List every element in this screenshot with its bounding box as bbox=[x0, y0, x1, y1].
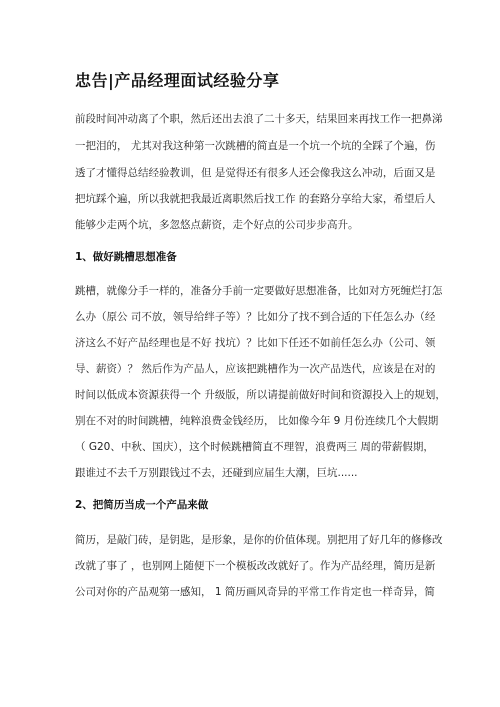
section1-line: 跟谁过不去千万别跟钱过不去，还碰到应届生大潮，巨坑...... bbox=[75, 467, 358, 479]
section1-line: （ G20、中秋、国庆），这个时候跳槽简直不理智，浪费两三 周的带薪假期， bbox=[75, 441, 434, 453]
section-heading-1: 1、做好跳槽思想准备 bbox=[75, 251, 177, 263]
section1-line: 济这么不好产品经理也是不好 找坑）？比如下任还不如前任怎么办（公司、领 bbox=[75, 337, 436, 349]
section2-line: 简历，是敲门砖，是钥匙，是形象，是你的价值体现。别把用了好几年的修修改 bbox=[75, 534, 443, 546]
section-heading-2: 2、把简历当成一个产品来做 bbox=[75, 499, 209, 511]
intro-line: 一把泪的， 尤其对我这种第一次跳槽的简直是一个坑一个坑的全踩了个遍，伤 bbox=[75, 140, 436, 152]
section2-line: 改就了事了 ，也别网上随便下一个模板改改就好了。作为产品经理，简历是新 bbox=[75, 560, 436, 572]
intro-line: 透了才懂得总结经验教训，但 是觉得还有很多人还会像我这么冲动，后面又是 bbox=[75, 167, 436, 179]
intro-line: 前段时间冲动离了个职，然后还出去浪了二十多天，结果回来再找工作一把鼻涕 bbox=[75, 113, 443, 125]
section2-line: 公司对你的产品观第一感知， 1 简历画风奇异的平常工作肯定也一样奇异，简 bbox=[75, 586, 435, 598]
section1-line: 别在不对的时间跳槽，纯粹浪费金钱经历， 比如像今年 9 月份连续几个大假期 bbox=[75, 415, 439, 427]
section1-line: 跳槽，就像分手一样的，准备分手前一定要做好思想准备，比如对方死缠烂打怎 bbox=[75, 285, 443, 297]
section1-line: 么办（原公 司不放，领导给绊子等）？比如分了找不到合适的下任怎么办（经 bbox=[75, 311, 436, 323]
intro-line: 能够少走两个坑，多忽悠点薪资，走个好点的公司步步高升。 bbox=[75, 219, 359, 231]
section1-line: 导、薪资）？ 然后作为产品人，应该把跳槽作为一次产品迭代，应该是在对的 bbox=[75, 363, 436, 375]
section1-line: 时间以低成本资源获得一个 升级版，所以请提前做好时间和资源投入上的规划， bbox=[75, 389, 446, 401]
intro-line: 把坑踩个遍，所以我就把我最近离职然后找工作 的套路分享给大家，希望后人 bbox=[75, 193, 436, 205]
document-title: 忠告|产品经理面试经验分享 bbox=[75, 71, 280, 90]
